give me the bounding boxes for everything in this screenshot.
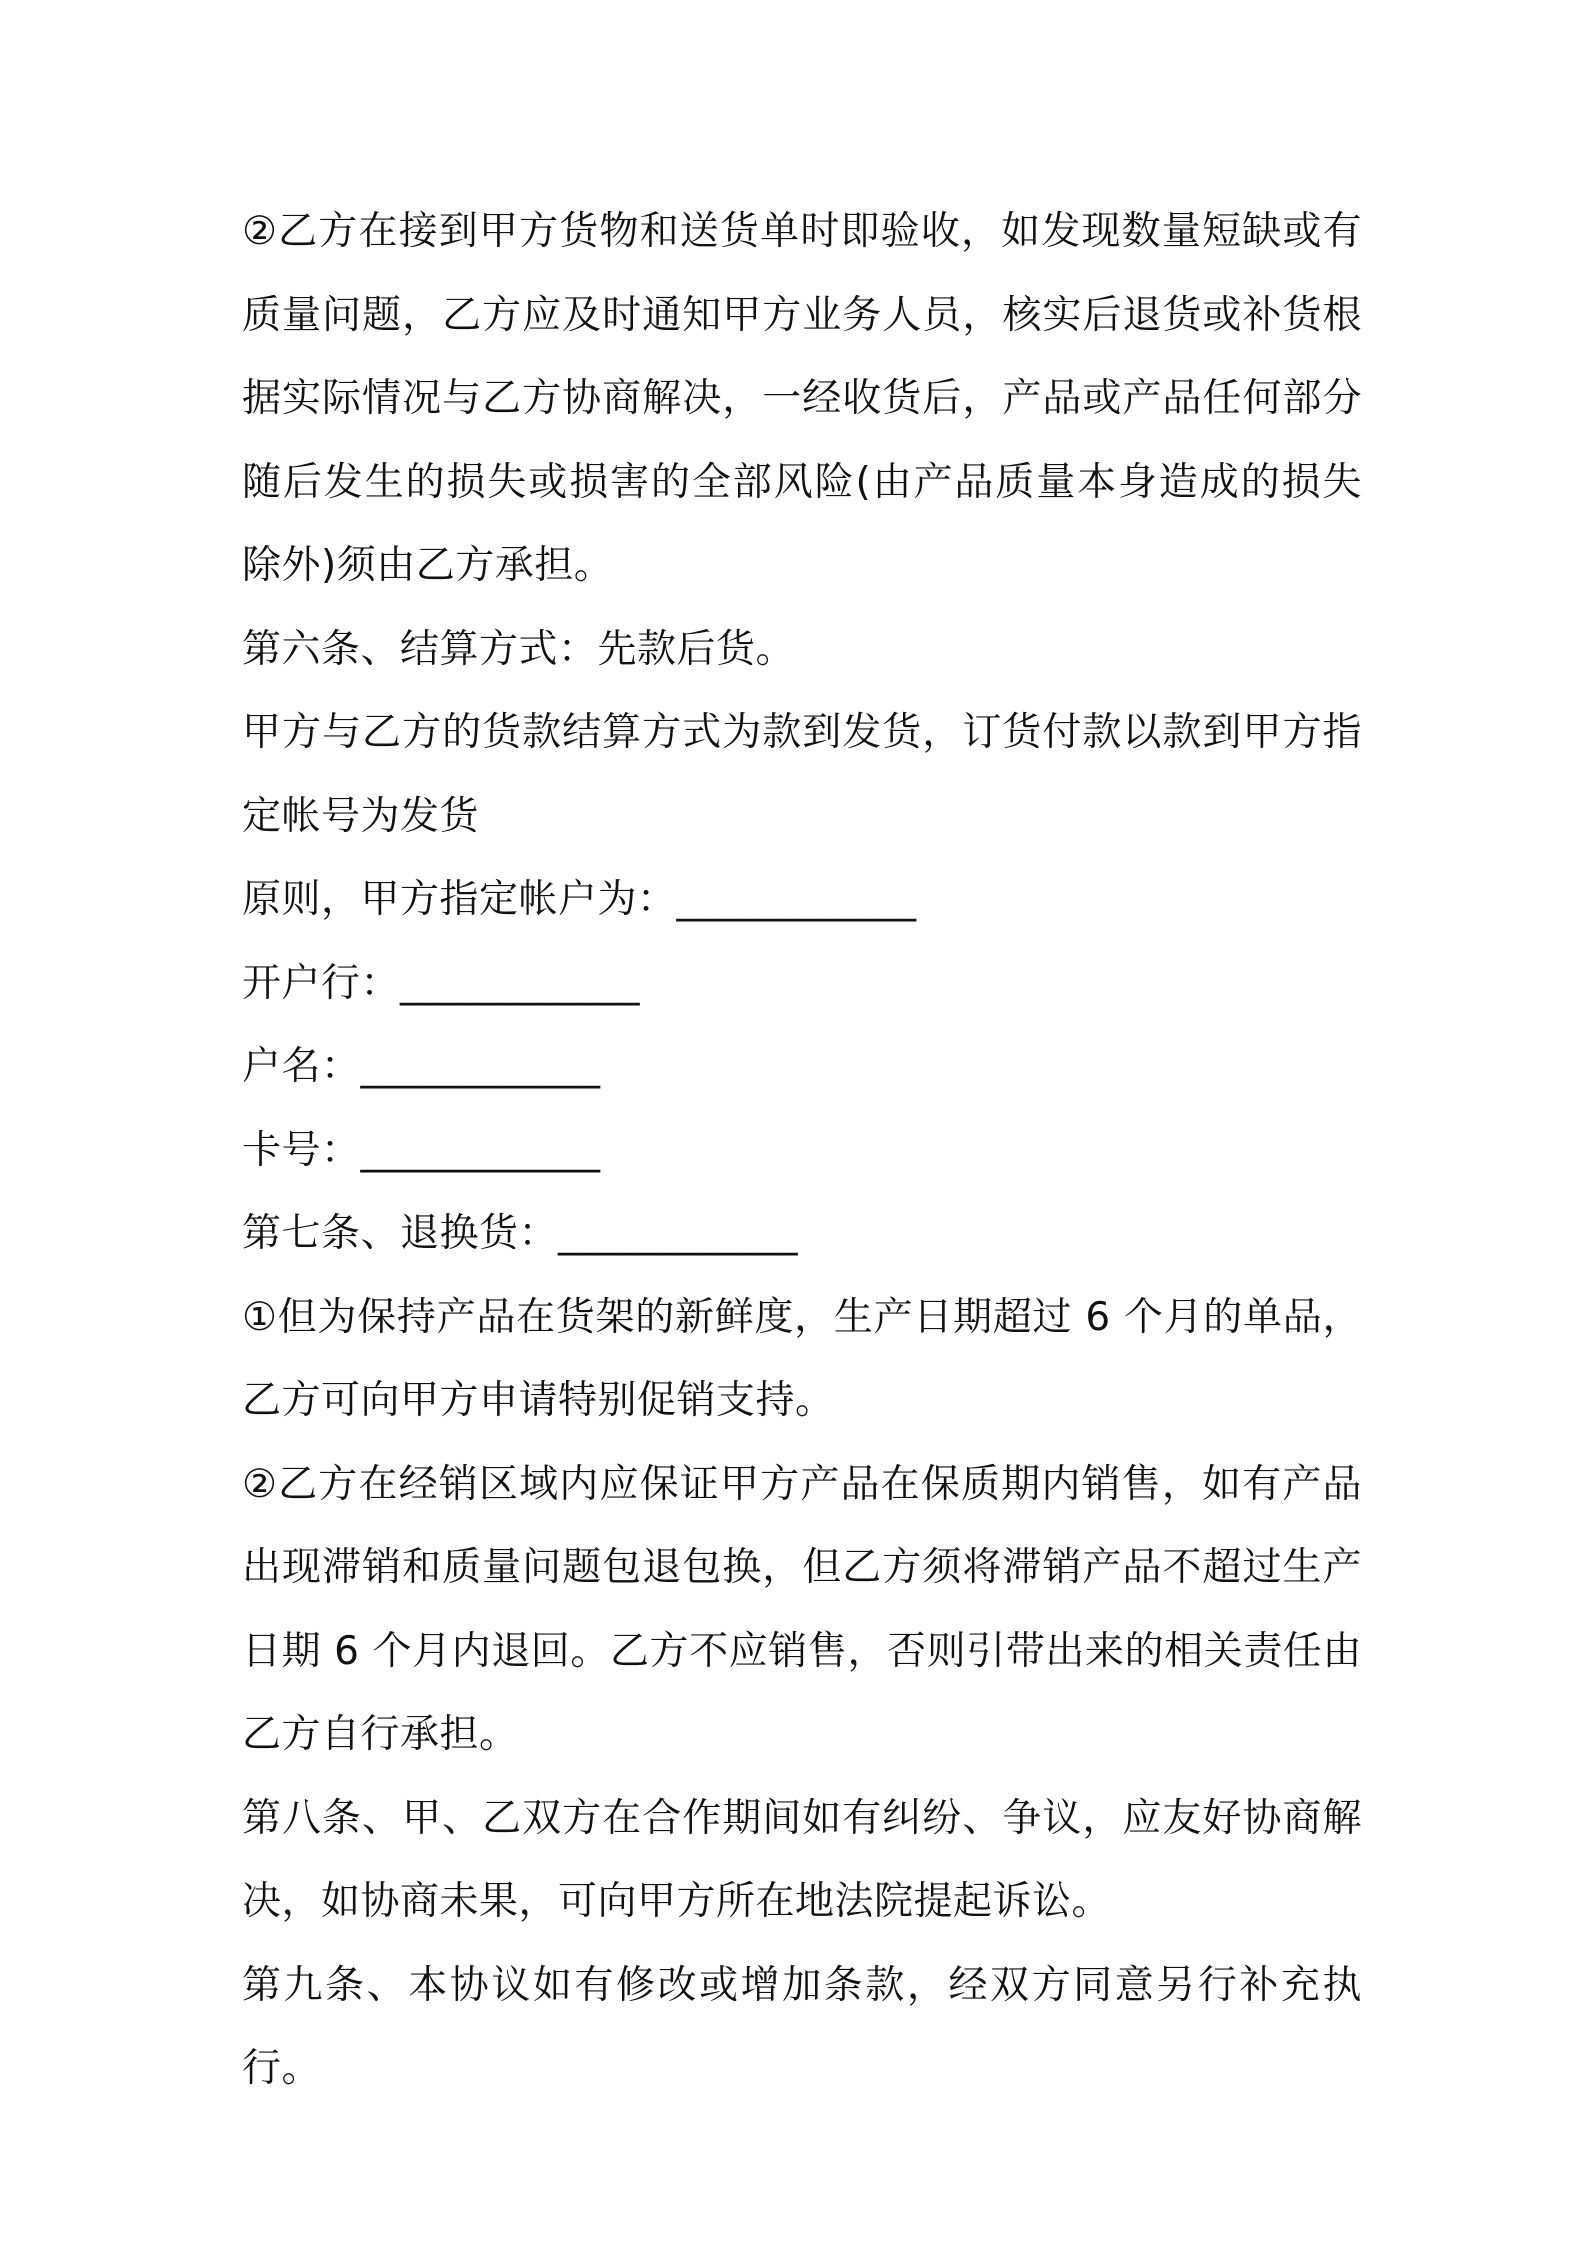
- paragraph-designated-account: 原则，甲方指定帐户为：____________: [242, 877, 917, 922]
- paragraph-article-8: 第八条、甲、乙双方在合作期间如有纠纷、争议，应友好协商解决，如协商未果，可向甲方所在地法院提起诉讼。: [242, 1795, 1362, 1924]
- paragraph-clause-5-2: ②乙方在接到甲方货物和送货单时即验收，如发现数量短缺或有质量问题，乙方应及时通知甲方业务人员，核实后退货或补货根据实际情况与乙方协商解决，一经收货后，产品或产品任何部分随后发生的损失或损害的全部风险(由产品质量本身造成的损失除外)须由乙方承担。: [242, 209, 1362, 588]
- paragraph-account-name: 户名：____________: [242, 1044, 601, 1089]
- paragraph-bank: 开户行：____________: [242, 960, 641, 1006]
- paragraph-article-7-title: 第七条、退换货：____________: [242, 1211, 799, 1256]
- paragraph-article-6-title: 第六条、结算方式：先款后货。: [242, 626, 796, 672]
- paragraph-article-6-settlement: 甲方与乙方的货款结算方式为款到发货，订货付款以款到甲方指定帐号为发货: [242, 710, 1362, 839]
- paragraph-card-number: 卡号：____________: [242, 1127, 601, 1173]
- paragraph-clause-7-1: ①但为保持产品在货架的新鲜度，生产日期超过 6 个月的单品，乙方可向甲方申请特别促销支持。: [242, 1294, 1362, 1423]
- document-body: [242, 190, 1362, 2111]
- paragraph-article-9: 第九条、本协议如有修改或增加条款，经双方同意另行补充执行。: [242, 1962, 1362, 2091]
- paragraph-clause-7-2: ②乙方在经销区域内应保证甲方产品在保质期内销售，如有产品出现滞销和质量问题包退包换，但乙方须将滞销产品不超过生产日期 6 个月内退回。乙方不应销售，否则引带出来的相关责任由乙方自行承担。: [242, 1461, 1362, 1757]
